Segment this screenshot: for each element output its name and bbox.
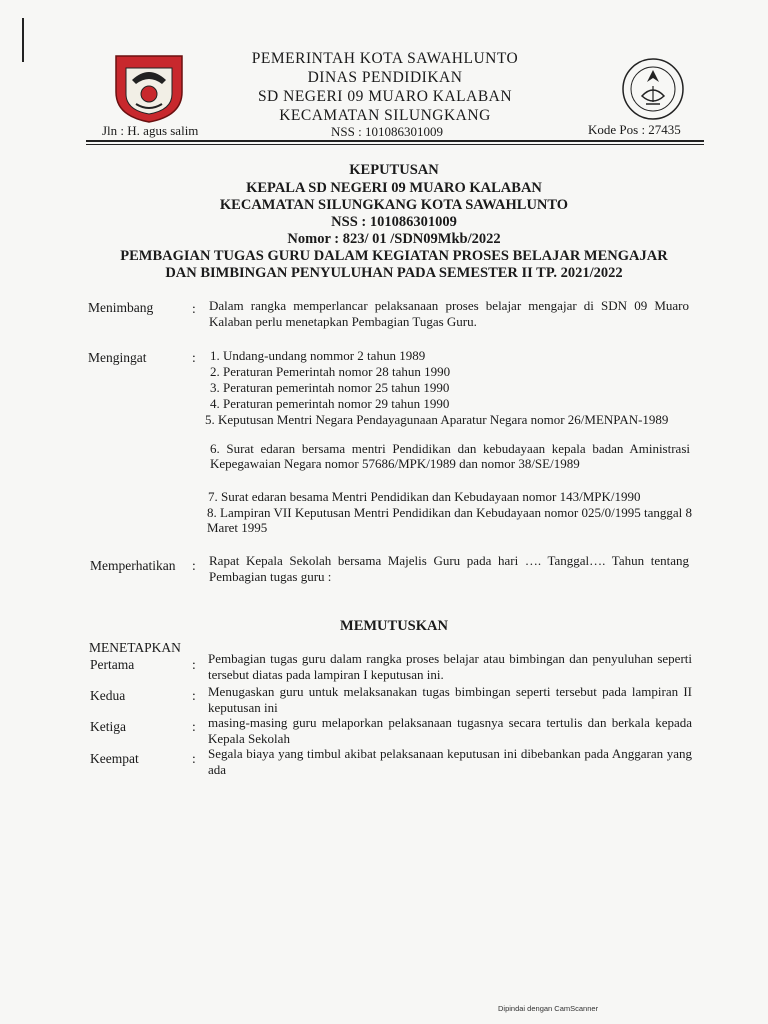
header-rule bbox=[86, 140, 704, 142]
decision-text: Segala biaya yang timbul akibat pelaksanaan keputusan ini dibebankan pada Anggaran yang ada bbox=[208, 746, 692, 777]
list-item: 4. Peraturan pemerintah nomor 29 tahun 1990 bbox=[210, 396, 450, 411]
doc-title-location: KECAMATAN SILUNGKANG KOTA SAWAHLUNTO bbox=[219, 197, 569, 213]
list-item: 3. Peraturan pemerintah nomor 25 tahun 1990 bbox=[210, 380, 450, 395]
menimbang-text: Dalam rangka memperlancar pelaksanaan proses belajar mengajar di SDN 09 Muaro Kalaban perlu menetapkan Pembagian Tugas Guru. bbox=[209, 298, 689, 329]
header-government: PEMERINTAH KOTA SAWAHLUNTO bbox=[251, 50, 519, 67]
colon: : bbox=[192, 688, 196, 703]
colon: : bbox=[192, 719, 196, 734]
decision-text: masing-masing guru melaporkan pelaksanaan tugasnya secara tertulis dan berkala kepada Kepala Sekolah bbox=[208, 715, 692, 746]
colon: : bbox=[192, 350, 196, 365]
menetapkan-label: MENETAPKAN bbox=[89, 640, 181, 655]
mengingat-label: Mengingat bbox=[88, 350, 147, 365]
decision-label: Keempat bbox=[90, 751, 139, 766]
scanner-watermark: Dipindai dengan CamScanner bbox=[498, 1004, 599, 1013]
decision-label: Kedua bbox=[90, 688, 126, 703]
list-item: 1. Undang-undang nommor 2 tahun 1989 bbox=[210, 348, 426, 363]
decision-label: Ketiga bbox=[90, 719, 126, 734]
list-item: 5. Keputusan Mentri Negara Pendayagunaan Aparatur Negara nomor 26/MENPAN-1989 bbox=[205, 412, 669, 427]
header-address: Jln : H. agus salim bbox=[102, 123, 199, 138]
pen-mark bbox=[22, 18, 24, 62]
doc-title-issuer: KEPALA SD NEGERI 09 MUARO KALABAN bbox=[246, 180, 542, 196]
list-item: 6. Surat edaran bersama mentri Pendidikan dan kebudayaan kepala badan Aministrasi Kepegawaian Negara nomor 57686/MPK/1989 dan nomor 38/SE/1989 bbox=[210, 441, 690, 471]
decision-text: Menugaskan guru untuk melaksanakan tugas bimbingan seperti tersebut pada lampiran II keputusan ini bbox=[208, 684, 692, 715]
header-nss: NSS : 101086301009 bbox=[331, 124, 443, 139]
colon: : bbox=[192, 657, 196, 672]
doc-title-nss: NSS : 101086301009 bbox=[331, 214, 457, 230]
memutuskan-heading: MEMUTUSKAN bbox=[340, 618, 448, 634]
doc-subject-1: PEMBAGIAN TUGAS GURU DALAM KEGIATAN PROSES BELAJAR MENGAJAR bbox=[120, 248, 668, 264]
list-item: 2. Peraturan Pemerintah nomor 28 tahun 1990 bbox=[210, 364, 451, 379]
doc-title: KEPUTUSAN bbox=[349, 162, 439, 178]
header-rule-thin bbox=[86, 144, 704, 145]
doc-subject-2: DAN BIMBINGAN PENYULUHAN PADA SEMESTER II TP. 2021/2022 bbox=[165, 265, 623, 281]
decision-text: Pembagian tugas guru dalam rangka proses belajar atau bimbingan dan penyuluhan seperti tersebut diatas pada lampiran I keputusan ini. bbox=[208, 651, 692, 682]
memperhatikan-text: Rapat Kepala Sekolah bersama Majelis Guru pada hari …. Tanggal…. Tahun tentang Pembagian tugas guru : bbox=[209, 553, 689, 584]
memperhatikan-label: Memperhatikan bbox=[90, 558, 176, 573]
list-item: 7. Surat edaran besama Mentri Pendidikan dan Kebudayaan nomor 143/MPK/1990 bbox=[208, 489, 641, 504]
colon: : bbox=[192, 751, 196, 766]
list-item: 8. Lampiran VII Keputusan Mentri Pendidikan dan Kebudayaan nomor 025/0/1995 tanggal 8 Maret 1995 bbox=[207, 505, 692, 535]
decision-label: Pertama bbox=[90, 657, 135, 672]
header-district: KECAMATAN SILUNGKANG bbox=[279, 107, 491, 124]
colon: : bbox=[192, 301, 196, 316]
header-school: SD NEGERI 09 MUARO KALABAN bbox=[257, 88, 513, 105]
colon: : bbox=[192, 558, 196, 573]
menimbang-label: Menimbang bbox=[88, 300, 154, 315]
doc-number: Nomor : 823/ 01 /SDN09Mkb/2022 bbox=[287, 231, 501, 247]
header-postcode: Kode Pos : 27435 bbox=[588, 122, 681, 137]
header-department: DINAS PENDIDIKAN bbox=[307, 69, 463, 86]
